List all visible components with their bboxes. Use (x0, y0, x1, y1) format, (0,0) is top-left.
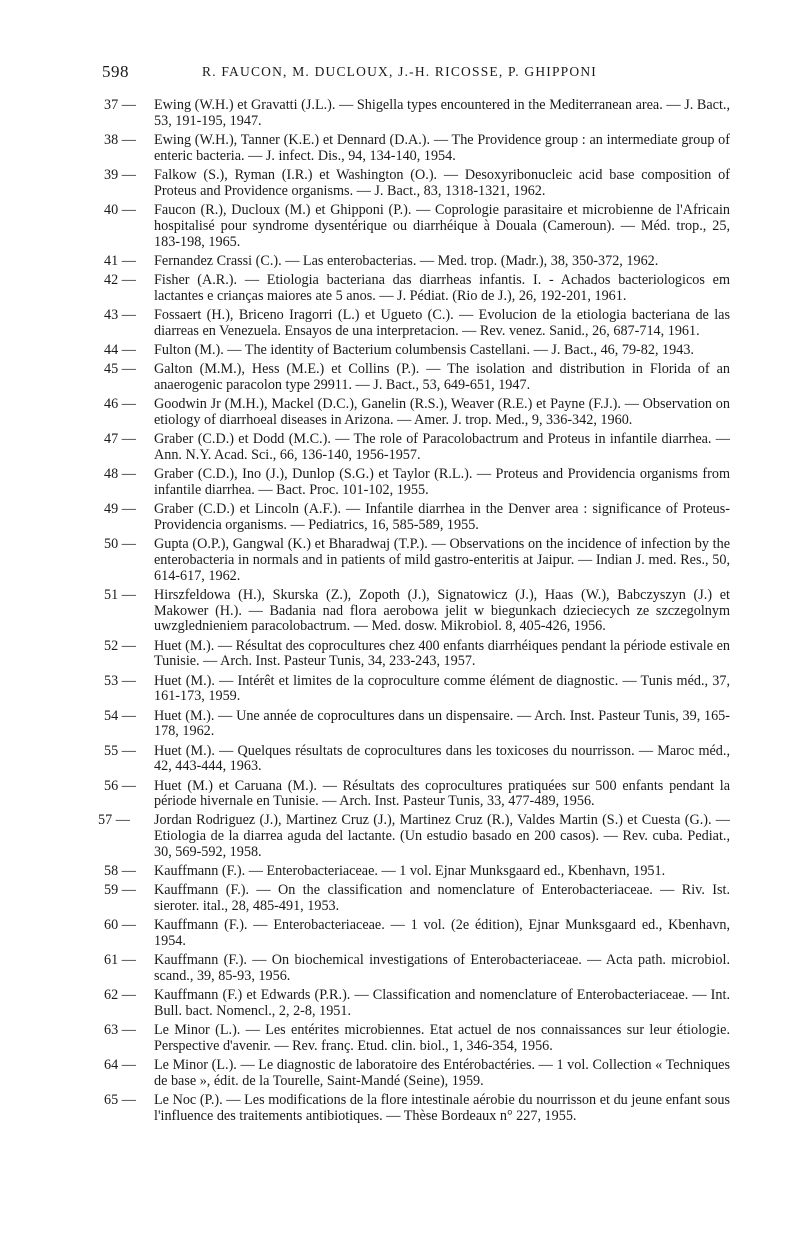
reference-number: 63 — (104, 1022, 136, 1039)
reference-entry (104, 953, 730, 985)
reference-number: 38 — (104, 131, 136, 148)
reference-entry (104, 432, 730, 464)
reference-number: 39 — (104, 166, 136, 183)
reference-entry (104, 308, 730, 340)
reference-entry (104, 254, 730, 270)
reference-text: Le Minor (L.). — Les entérites microbiennes. Etat actuel de nos connaissances sur leur étiologie. Perspective d'avenir. — Rev. franç. Etud. clin. biol., 1, 346-354, 1956. (154, 1022, 730, 1055)
reference-text: Fisher (A.R.). — Etiologia bacteriana das diarrheas infantis. I. - Achados bacteriologicos em lactantes e crianças maiores ate 5 anos. — J. Pédiat. (Rio de J.), 26, 192-201, 1961. (154, 271, 730, 304)
reference-entry (104, 779, 730, 811)
reference-text: Fossaert (H.), Briceno Iragorri (L.) et Ugueto (C.). — Evolucion de la etiologia bacteriana de las diarreas en Venezuela. Ensayos de una interpretacion. — Rev. venez. Sanid., 26, 687-714, 1961. (154, 306, 730, 339)
reference-text: Graber (C.D.) et Lincoln (A.F.). — Infantile diarrhea in the Denver area : significance of Proteus-Providencia organisms. — Pediatrics, 16, 585-589, 1955. (154, 501, 730, 533)
reference-number: 64 — (104, 1057, 136, 1074)
reference-entry (104, 273, 730, 305)
reference-number: 51 — (104, 586, 136, 603)
reference-entry (104, 362, 730, 394)
reference-text: Kauffmann (F.). — On biochemical investigations of Enterobacteriaceae. — Acta path. microbiol. scand., 39, 85-93, 1956. (154, 952, 730, 985)
reference-text: Kauffmann (F.). — Enterobacteriaceae. — 1 vol. Ejnar Munksgaard ed., Kbenhavn, 1951. (154, 863, 666, 880)
reference-text: Huet (M.). — Résultat des coprocultures chez 400 enfants diarrhéiques pendant la période estivale en Tunisie. — Arch. Inst. Pasteur Tunis, 34, 233-243, 1957. (154, 637, 730, 670)
page-number: 598 (102, 62, 129, 81)
reference-number: 40 — (104, 201, 136, 218)
reference-entry (104, 883, 730, 915)
running-title: R. FAUCON, M. DUCLOUX, J.-H. RICOSSE, P. GHIPPONI (202, 64, 597, 79)
reference-number: 41 — (104, 252, 136, 269)
reference-entry (104, 133, 730, 165)
reference-text: Kauffmann (F.) et Edwards (P.R.). — Classification and nomenclature of Enterobacteriaceae. — Int. Bull. bact. Nomencl., 2, 2-8, 1951. (154, 987, 730, 1020)
reference-number: 55 — (104, 742, 136, 759)
reference-text: Goodwin Jr (M.H.), Mackel (D.C.), Ganelin (R.S.), Weaver (R.E.) et Payne (F.J.). — Observation on etiology of diarrhoeal diseases in Arizona. — Amer. J. trop. Med., 9, 336-342, 1960. (154, 396, 730, 428)
reference-number: 56 — (104, 777, 136, 794)
reference-number: 54 — (104, 707, 136, 724)
reference-entry (104, 988, 730, 1020)
reference-text: Huet (M.) et Caruana (M.). — Résultats des coprocultures pratiquées sur 500 enfants pendant la période hivernale en Tunisie. — Arch. Inst. Pasteur Tunis, 33, 477-489, 1956. (154, 777, 730, 810)
reference-number: 61 — (104, 952, 136, 969)
reference-text: Faucon (R.), Ducloux (M.) et Ghipponi (P.). — Coprologie parasitaire et microbienne de l'Africain hospitalisé pour syndrome dysentérique ou diarrhéique à Douala (Cameroun). — Méd. trop., 25, 183-198, 1965. (154, 201, 730, 250)
reference-entry (104, 1023, 730, 1055)
reference-entry (98, 812, 730, 861)
reference-number: 57 — (98, 812, 130, 829)
reference-number: 49 — (104, 501, 136, 518)
reference-text: Huet (M.). — Une année de coprocultures dans un dispensaire. — Arch. Inst. Pasteur Tunis, 39, 165-178, 1962. (154, 707, 730, 740)
reference-entry (104, 98, 730, 130)
reference-number: 42 — (104, 271, 136, 288)
reference-entry (104, 343, 730, 359)
reference-text: Graber (C.D.), Ino (J.), Dunlop (S.G.) et Taylor (R.L.). — Proteus and Providencia organisms from infantile diarrhea. — Bact. Proc. 101-102, 1955. (154, 466, 730, 498)
reference-entry (104, 203, 730, 250)
reference-entry (104, 864, 730, 880)
reference-entry (104, 588, 730, 635)
reference-number: 46 — (104, 396, 136, 413)
reference-number: 52 — (104, 637, 136, 654)
reference-text: Ewing (W.H.), Tanner (K.E.) et Dennard (D.A.). — The Providence group : an intermediate group of enteric bacteria. — J. infect. Dis., 94, 134-140, 1954. (154, 131, 730, 164)
reference-entry (104, 918, 730, 950)
reference-number: 45 — (104, 361, 136, 378)
reference-number: 65 — (104, 1092, 136, 1109)
reference-entry (104, 709, 730, 741)
reference-number: 44 — (104, 341, 136, 358)
reference-text: Huet (M.). — Intérêt et limites de la coproculture comme élément de diagnostic. — Tunis méd., 37, 161-173, 1959. (154, 672, 730, 705)
reference-text: Graber (C.D.) et Dodd (M.C.). — The role of Paracolobactrum and Proteus in infantile diarrhea. — Ann. N.Y. Acad. Sci., 66, 136-140, 1956-1957. (154, 431, 730, 463)
reference-entry (104, 537, 730, 584)
reference-number: 43 — (104, 306, 136, 323)
reference-number: 47 — (104, 431, 136, 448)
reference-number: 50 — (104, 536, 136, 552)
reference-entry (104, 1058, 730, 1090)
reference-entry (104, 674, 730, 706)
reference-text: Le Noc (P.). — Les modifications de la flore intestinale aérobie du nourrisson et du jeune enfant sous l'influence des traitements antibiotiques. — Thèse Bordeaux n° 227, 1955. (154, 1092, 730, 1125)
reference-entry (104, 639, 730, 671)
reference-number: 60 — (104, 917, 136, 934)
reference-text: Hirszfeldowa (H.), Skurska (Z.), Zopoth (J.), Signatowicz (J.), Haas (W.), Babczyszyn (J.) et Makower (H.). — Badania nad flora aerobowa jelit w biegunkach dzieciecych ze szczegolnym uwzglednieniem paracolobactrum. — Med. dosw. Mikrobiol. 8, 405-426, 1956. (154, 586, 730, 635)
reference-entry (104, 467, 730, 499)
reference-text: Kauffmann (F.). — On the classification and nomenclature of Enterobacteriaceae. — Riv. Ist. sieroter. ital., 28, 485-491, 1953. (154, 882, 730, 915)
reference-number: 37 — (104, 97, 136, 113)
reference-text: Galton (M.M.), Hess (M.E.) et Collins (P.). — The isolation and distribution in Florida of an anaerogenic paracolon type 29911. — J. Bact., 53, 649-651, 1947. (154, 361, 730, 393)
reference-list (98, 97, 730, 1128)
reference-entry (104, 744, 730, 776)
reference-text: Fulton (M.). — The identity of Bacterium columbensis Castellani. — J. Bact., 46, 79-82, 1943. (154, 341, 694, 358)
reference-entry (104, 502, 730, 534)
reference-number: 59 — (104, 882, 136, 899)
reference-text: Gupta (O.P.), Gangwal (K.) et Bharadwaj (T.P.). — Observations on the incidence of infection by the enterobacteria in normals and in patients of mild gastro-enteritis at Jaipur. — Indian J. med. Res., 50, 614-617, 1962. (154, 536, 730, 584)
reference-number: 53 — (104, 672, 136, 689)
reference-text: Ewing (W.H.) et Gravatti (J.L.). — Shigella types encountered in the Mediterranean area. — J. Bact., 53, 191-195, 1947. (154, 97, 730, 129)
reference-number: 48 — (104, 466, 136, 483)
reference-text: Fernandez Crassi (C.). — Las enterobacterias. — Med. trop. (Madr.), 38, 350-372, 1962. (154, 252, 659, 269)
reference-number: 58 — (104, 863, 136, 880)
reference-text: Le Minor (L.). — Le diagnostic de laboratoire des Entérobactéries. — 1 vol. Collection « Techniques de base », édit. de la Tourelle, Saint-Mandé (Seine), 1959. (154, 1057, 730, 1090)
reference-number: 62 — (104, 987, 136, 1004)
reference-text: Jordan Rodriguez (J.), Martinez Cruz (J.), Martinez Cruz (R.), Valdes Martin (S.) et Cuesta (G.). — Etiologia de la diarrea aguda del lactante. (Un estudio basado en 200 casos). — Rev. cuba. Pediat., 30, 569-592, 1958. (154, 812, 730, 861)
reference-entry (104, 1093, 730, 1125)
reference-entry (104, 397, 730, 429)
reference-text: Kauffmann (F.). — Enterobacteriaceae. — 1 vol. (2e édition), Ejnar Munksgaard ed., Kbenhavn, 1954. (154, 917, 730, 950)
reference-entry (104, 168, 730, 200)
page-header (102, 62, 740, 86)
reference-text: Huet (M.). — Quelques résultats de coprocultures dans les toxicoses du nourrisson. — Maroc méd., 42, 443-444, 1963. (154, 742, 730, 775)
reference-text: Falkow (S.), Ryman (I.R.) et Washington (O.). — Desoxyribonucleic acid base composition of Proteus and Providence organisms. — J. Bact., 83, 1318-1321, 1962. (154, 166, 730, 199)
